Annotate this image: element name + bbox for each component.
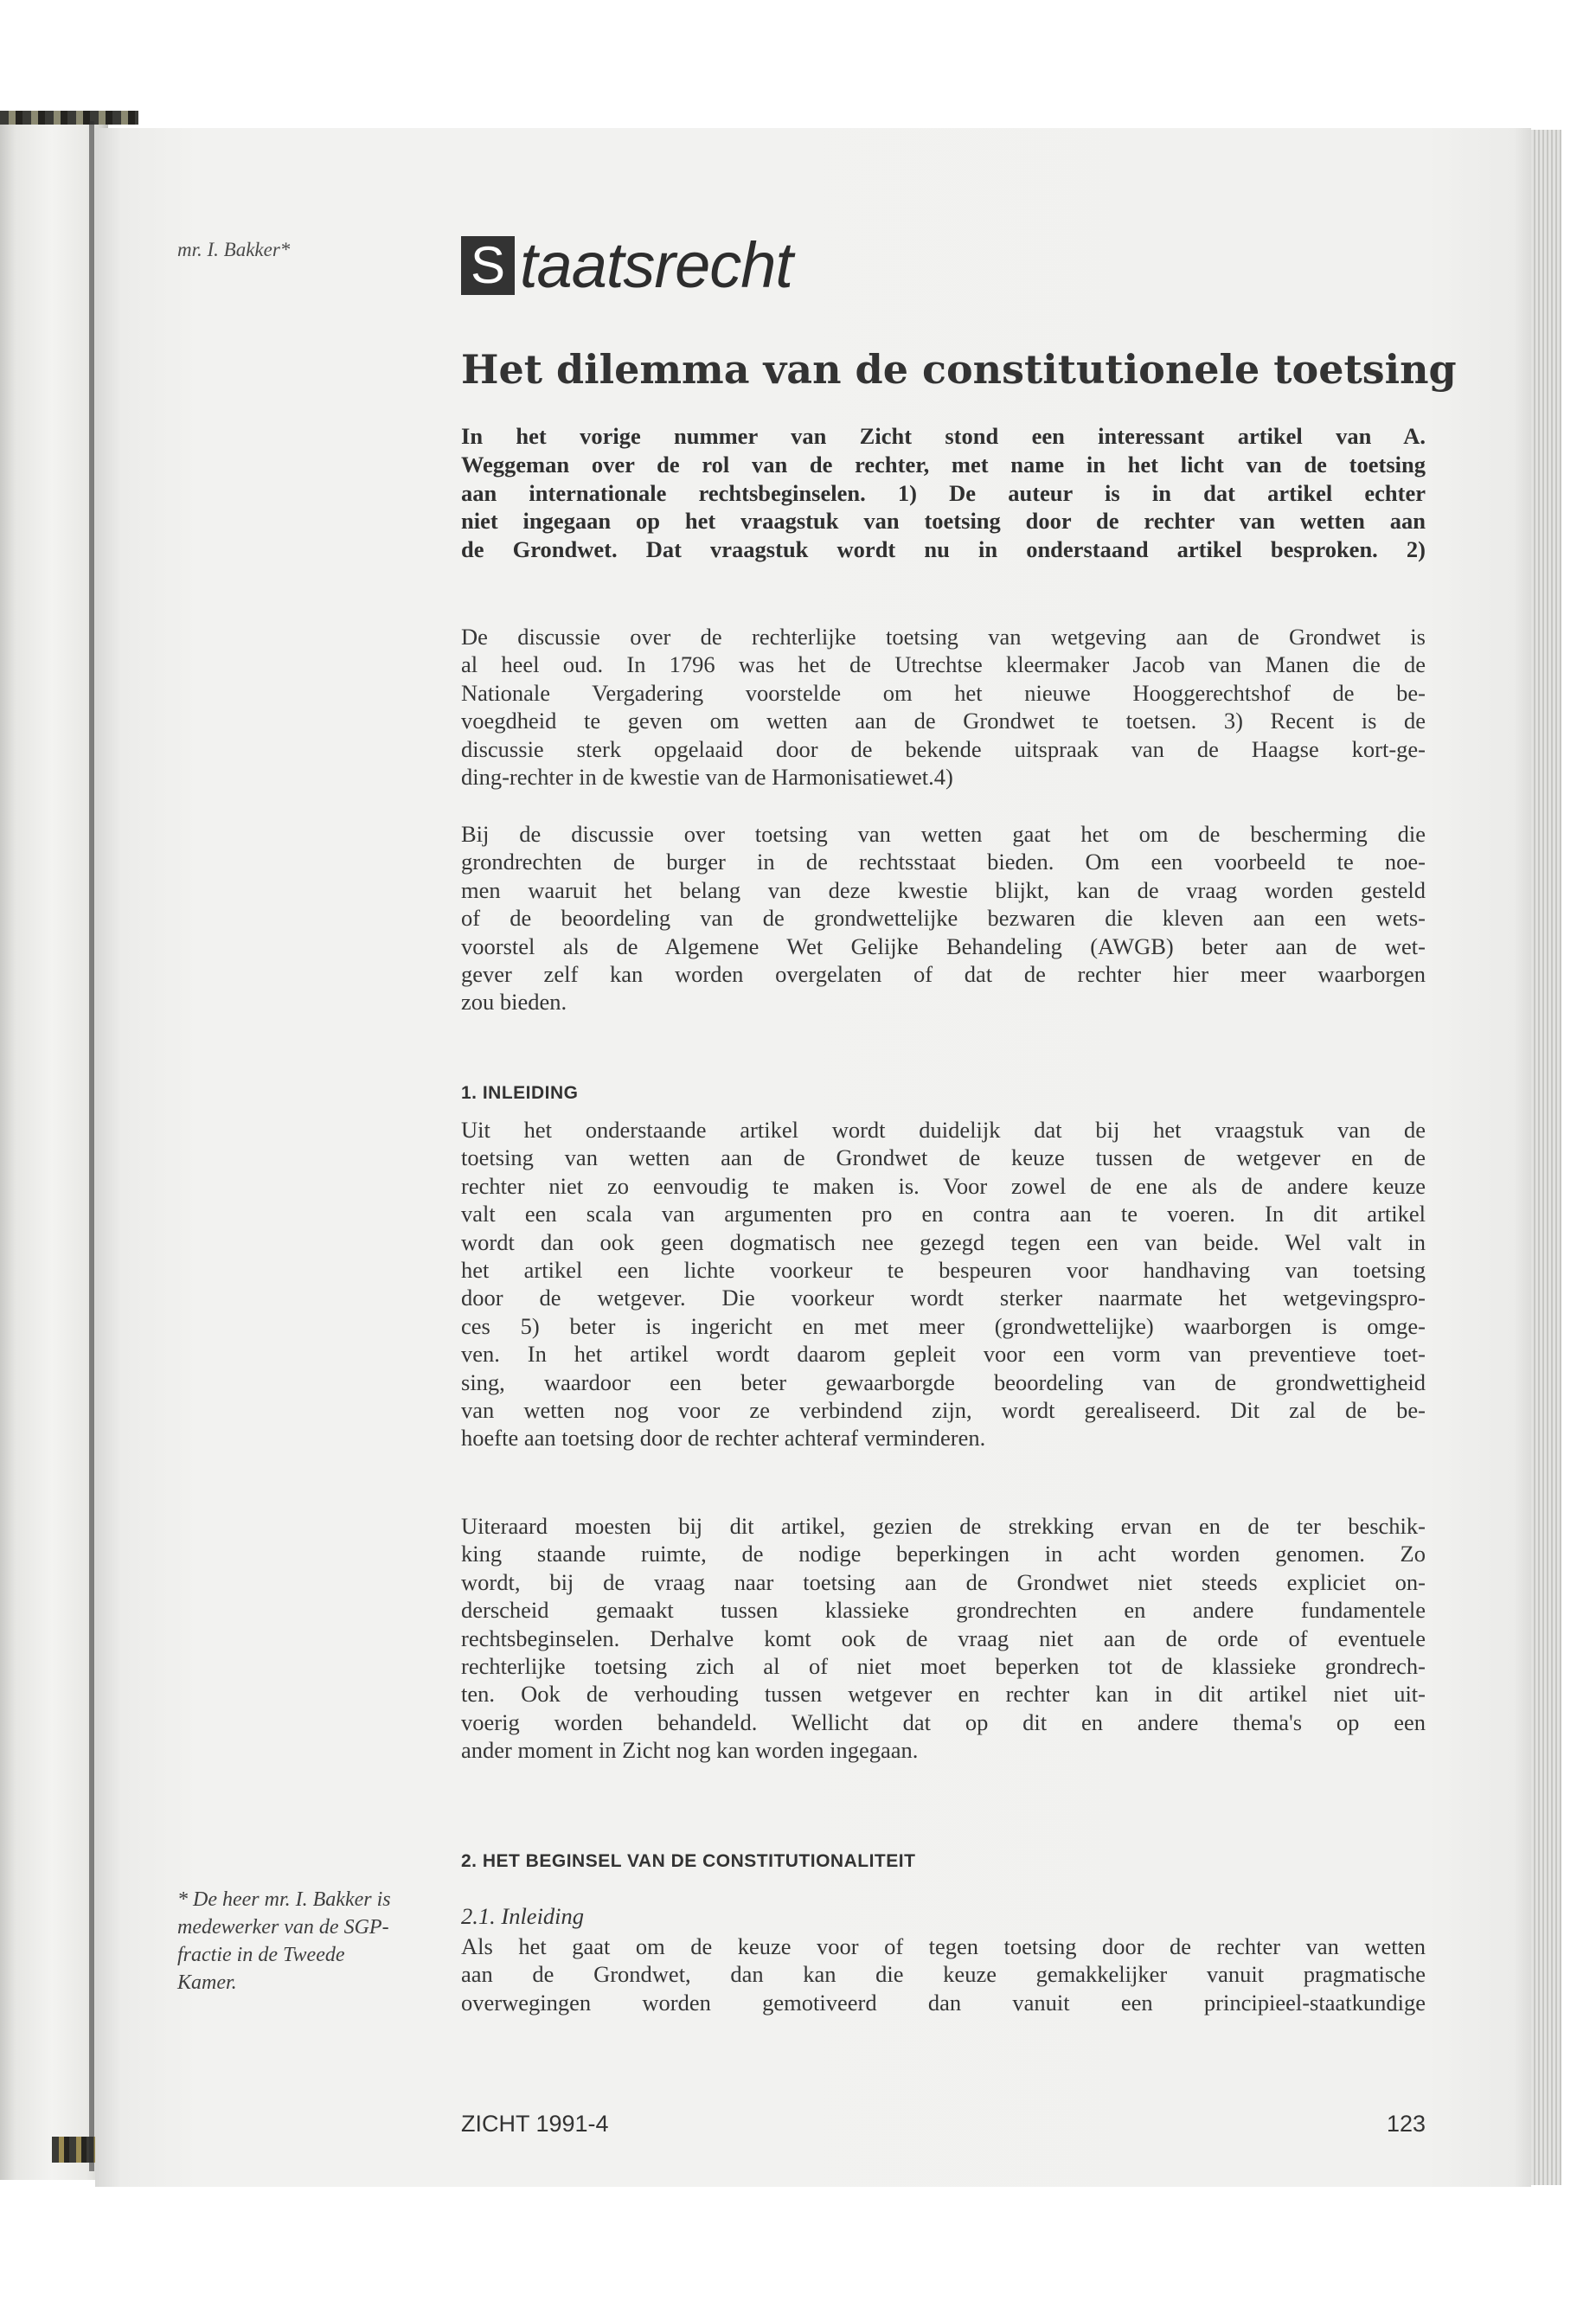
- page-footer: [461, 2111, 1426, 2138]
- text-line: wordt, bij de vraag naar toetsing aan de Grondwet niet steeds expliciet on-: [461, 1568, 1426, 1595]
- text-line: Als het gaat om de keuze voor of tegen toetsing door de rechter van wetten: [461, 1933, 1426, 1959]
- text-line: overwegingen worden gemotiveerd dan vanuit een principieel-staatkundige: [461, 1989, 1426, 2016]
- text-line: van wetten nog voor ze verbindend zijn, wordt gerealiseerd. Dit zal de be-: [461, 1397, 1426, 1424]
- text-line: voorstel als de Algemene Wet Gelijke Behandeling (AWGB) beter aan de wet-: [461, 933, 1426, 959]
- paragraph-inleiding: [461, 1116, 1426, 1452]
- text-line: derscheid gemaakt tussen klassieke grondrechten en andere fundamentele: [461, 1597, 1426, 1624]
- text-line: Bij de discussie over toetsing van wetten gaat het om de bescherming die: [461, 821, 1426, 847]
- text-line: door de wetgever. Die voorkeur wordt sterker naarmate het wetgevingspro-: [461, 1285, 1426, 1311]
- text-line: hoefte aan toetsing door de rechter achteraf verminderen.: [461, 1425, 986, 1452]
- section-word: taatsrecht: [520, 229, 792, 301]
- author-name: mr. I. Bakker*: [177, 239, 291, 260]
- paragraph-protection: [461, 820, 1426, 1016]
- article-title: Het dilemma van de constitutionele toetsing: [461, 346, 1457, 393]
- paragraph-history: [461, 623, 1426, 791]
- text-line: niet ingegaan op het vraagstuk van toetsing door de rechter van wetten aan: [461, 508, 1426, 535]
- text-line: de Grondwet. Dat vraagstuk wordt nu in onderstaand artikel besproken. 2): [461, 536, 1426, 563]
- text-line: Uiteraard moesten bij dit artikel, gezien de strekking ervan en de ter beschik-: [461, 1513, 1426, 1539]
- text-line: aan internationale rechtsbeginselen. 1) De auteur is in dat artikel echter: [461, 479, 1426, 506]
- author-footnote: * De heer mr. I. Bakker is medewerker van de SGP-fractie in de Tweede Kamer.: [177, 1888, 391, 1994]
- binding-thread-top: [0, 111, 138, 125]
- text-line: ven. In het artikel wordt daarom gepleit voor een vorm van preventieve toet-: [461, 1341, 1426, 1368]
- text-line: gever zelf kan worden overgelaten of dat de rechter hier meer waarborgen: [461, 961, 1426, 988]
- text-line: Uit het onderstaande artikel wordt duidelijk dat bij het vraagstuk van de: [461, 1117, 1426, 1143]
- text-line: sing, waardoor een beter gewaarborgde beoordeling van de grondwettigheid: [461, 1368, 1426, 1395]
- heading-inleiding: 1. INLEIDING: [461, 1083, 579, 1103]
- text-line: In het vorige nummer van Zicht stond een interessant artikel van A.: [461, 423, 1426, 449]
- text-line: De discussie over de rechterlijke toetsing van wetgeving aan de Grondwet is: [461, 624, 1426, 650]
- text-line: rechter niet zo eenvoudig te maken is. Voor zowel de ene als de andere keuze: [461, 1172, 1426, 1199]
- text-line: Nationale Vergadering voorstelde om het nieuwe Hooggerechtshof de be-: [461, 679, 1426, 706]
- section-heading: [461, 227, 1426, 304]
- text-line: voerig worden behandeld. Wellicht dat op dit en andere thema's op een: [461, 1708, 1426, 1735]
- text-line: rechtsbeginselen. Derhalve komt ook de vraag niet aan de orde of eventuele: [461, 1625, 1426, 1651]
- text-line: king staande ruimte, de nodige beperkingen in acht worden genomen. Zo: [461, 1541, 1426, 1567]
- text-line: ander moment in Zicht nog kan worden ingegaan.: [461, 1737, 919, 1764]
- text-line: ding-rechter in de kwestie van de Harmonisatiewet.4): [461, 764, 953, 791]
- text-line: zou bieden.: [461, 989, 567, 1016]
- subheading-inleiding: 2.1. Inleiding: [461, 1903, 585, 1929]
- text-line: al heel oud. In 1796 was het de Utrechtse kleermaker Jacob van Manen die de: [461, 651, 1426, 678]
- text-line: Weggeman over de rol van de rechter, met name in het licht van de toetsing: [461, 451, 1426, 478]
- text-line: men waaruit het belang van deze kwestie blijkt, kan de vraag worden gesteld: [461, 876, 1426, 903]
- text-line: rechterlijke toetsing zich al of niet moet beperken tot de klassieke grondrech-: [461, 1653, 1426, 1680]
- page-number: 123: [1386, 2111, 1426, 2137]
- text-line: aan de Grondwet, dan kan die keuze gemakkelijker vanuit pragmatische: [461, 1961, 1426, 1988]
- text-line: het artikel een lichte voorkeur te bespeuren voor handhaving van toetsing: [461, 1257, 1426, 1284]
- text-line: toetsing van wetten aan de Grondwet de keuze tussen de wetgever en de: [461, 1144, 1426, 1171]
- text-line: of de beoordeling van de grondwettelijke bezwaren die kleven aan een wets-: [461, 905, 1426, 932]
- journal-issue: ZICHT 1991-4: [461, 2111, 609, 2137]
- spine-shadow: [89, 121, 94, 2171]
- text-line: wordt dan ook geen dogmatisch nee gezegd tegen een van beide. Wel valt in: [461, 1228, 1426, 1255]
- page-stack-edge: [1527, 130, 1561, 2185]
- heading-constitutionaliteit: 2. HET BEGINSEL VAN DE CONSTITUTIONALITEIT: [461, 1851, 916, 1871]
- text-line: voegdheid te geven om wetten aan de Grondwet te toetsen. 3) Recent is de: [461, 708, 1426, 734]
- text-line: grondrechten de burger in de rechtsstaat bieden. Om een voorbeeld te noe-: [461, 849, 1426, 875]
- text-line: ces 5) beter is ingericht en met meer (grondwettelijke) waarborgen is omge-: [461, 1312, 1426, 1339]
- lead-paragraph: [461, 422, 1426, 564]
- text-line: ten. Ook de verhouding tussen wetgever en rechter kan in dit artikel niet uit-: [461, 1681, 1426, 1708]
- section-initial-box: S: [461, 236, 515, 295]
- paragraph-choice: [461, 1932, 1426, 2016]
- paragraph-limitations: [461, 1512, 1426, 1765]
- text-line: valt een scala van argumenten pro en contra aan te voeren. In dit artikel: [461, 1201, 1426, 1227]
- text-line: discussie sterk opgelaaid door de bekende uitspraak van de Haagse kort-ge-: [461, 735, 1426, 762]
